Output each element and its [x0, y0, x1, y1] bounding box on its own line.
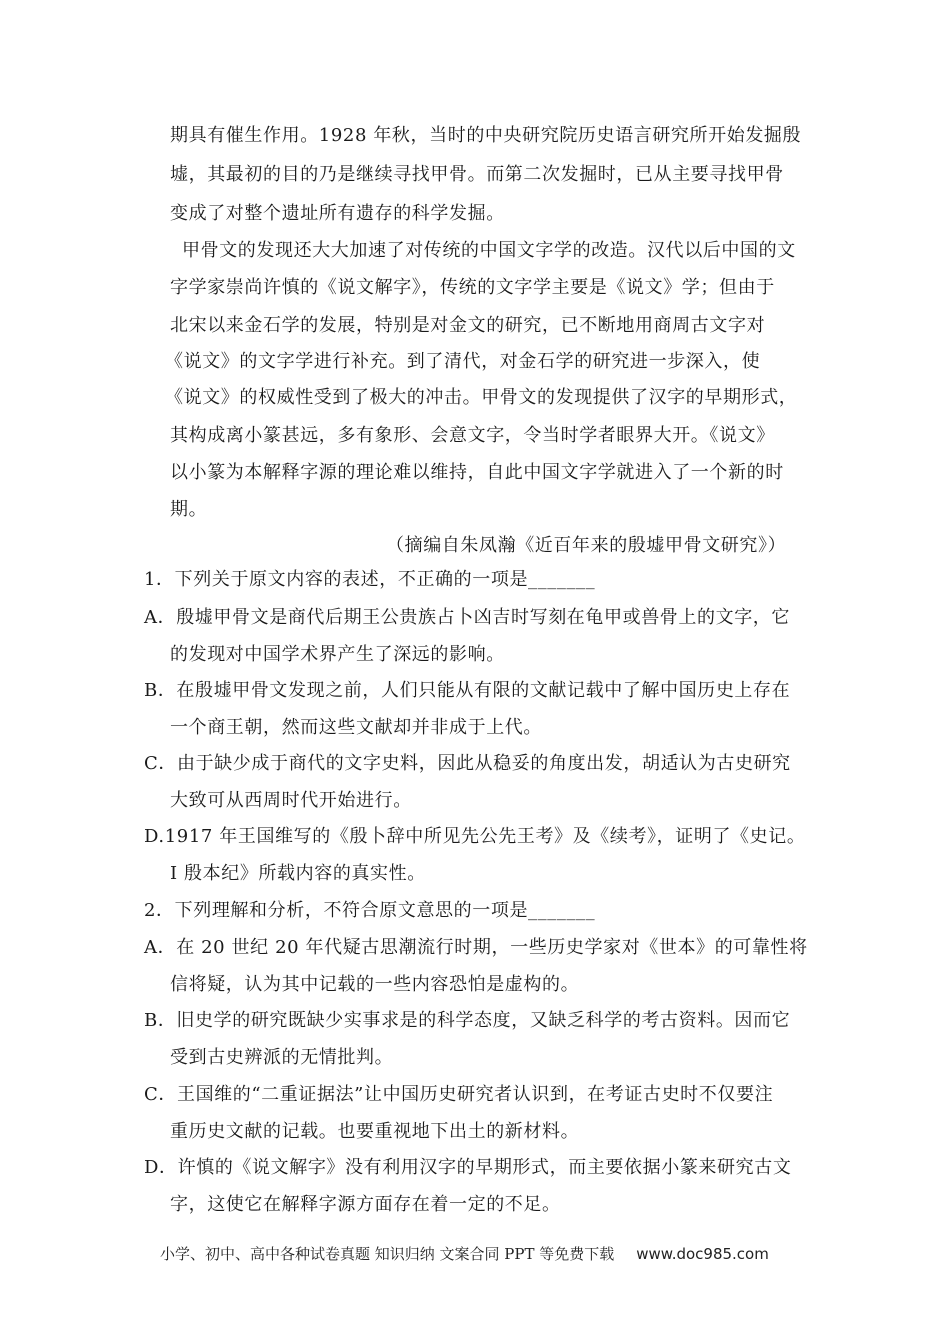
question-2-option-b: B．旧史学的研究既缺少实事求是的科学态度，又缺乏科学的考古资料。因而它 — [144, 1010, 791, 1031]
question-1-stem: 1．下列关于原文内容的表述，不正确的一项是_______ — [144, 569, 596, 590]
question-2-option-d: D．许慎的《说文解字》没有利用汉字的早期形式，而主要依据小篆来研究古文 — [144, 1157, 792, 1178]
footer-text: 小学、初中、高中各种试卷真题 知识归纳 文案合同 PPT 等免费下载 — [160, 1245, 615, 1263]
footer-url-link[interactable]: www.doc985.com — [636, 1245, 769, 1263]
question-2-option-a-cont: 信将疑，认为其中记载的一些内容恐怕是虚构的。 — [170, 974, 580, 995]
question-1-option-c-cont: 大致可从西周时代开始进行。 — [170, 790, 412, 811]
question-2-option-a: A．在 20 世纪 20 年代疑古思潮流行时期，一些历史学家对《世本》的可靠性将 — [144, 937, 808, 958]
article-line: 《说文》的文字学进行补充。到了清代，对金石学的研究进一步深入，使 — [165, 351, 761, 372]
article-line: 《说文》的权威性受到了极大的冲击。甲骨文的发现提供了汉字的早期形式， — [165, 387, 798, 408]
article-line: 墟，其最初的目的乃是继续寻找甲骨。而第二次发掘时，已从主要寻找甲骨 — [170, 164, 784, 185]
question-1-option-b: B．在殷墟甲骨文发现之前，人们只能从有限的文献记载中了解中国历史上存在 — [144, 680, 791, 701]
question-1-option-a-cont: 的发现对中国学术界产生了深远的影响。 — [170, 644, 505, 665]
question-1-option-d: D.1917 年王国维写的《殷卜辞中所见先公先王考》及《续考》，证明了《史记。 — [144, 826, 806, 847]
question-1-option-c: C．由于缺少成于商代的文字史料，因此从稳妥的角度出发，胡适认为古史研究 — [144, 753, 791, 774]
source-citation: （摘编自朱凤瀚《近百年来的殷墟甲骨文研究》） — [386, 535, 787, 556]
question-1-option-a: A．殷墟甲骨文是商代后期王公贵族占卜凶吉时写刻在龟甲或兽骨上的文字，它 — [144, 607, 790, 628]
article-line: 期具有催生作用。1928 年秋，当时的中央研究院历史语言研究所开始发掘殷 — [170, 125, 802, 146]
page-footer — [160, 1244, 769, 1264]
article-line: 变成了对整个遗址所有遗存的科学发掘。 — [170, 203, 505, 224]
article-line: 期。 — [170, 499, 208, 520]
question-2-option-c: C．王国维的“二重证据法”让中国历史研究者认识到，在考证古史时不仅要注 — [144, 1084, 774, 1105]
question-2-option-b-cont: 受到古史辨派的无情批判。 — [170, 1047, 394, 1068]
article-line: 以小篆为本解释字源的理论难以维持，自此中国文字学就进入了一个新的时 — [170, 462, 784, 483]
article-line: 甲骨文的发现还大大加速了对传统的中国文字学的改造。汉代以后中国的文 — [182, 240, 796, 261]
article-line: 其构成离小篆甚远，多有象形、会意文字，令当时学者眼界大开。《说文》 — [170, 425, 775, 446]
article-line: 北宋以来金石学的发展，特别是对金文的研究，已不断地用商周古文字对 — [170, 315, 766, 336]
question-1-option-d-cont: I 殷本纪》所载内容的真实性。 — [170, 863, 426, 884]
question-2-stem: 2．下列理解和分析，不符合原文意思的一项是_______ — [144, 900, 596, 921]
question-1-option-b-cont: 一个商王朝，然而这些文献却并非成于上代。 — [170, 717, 542, 738]
question-2-option-c-cont: 重历史文献的记载。也要重视地下出土的新材料。 — [170, 1121, 580, 1142]
article-line: 字学家崇尚许慎的《说文解字》，传统的文字学主要是《说文》学；但由于 — [170, 277, 775, 298]
question-2-option-d-cont: 字，这使它在解释字源方面存在着一定的不足。 — [170, 1194, 561, 1215]
